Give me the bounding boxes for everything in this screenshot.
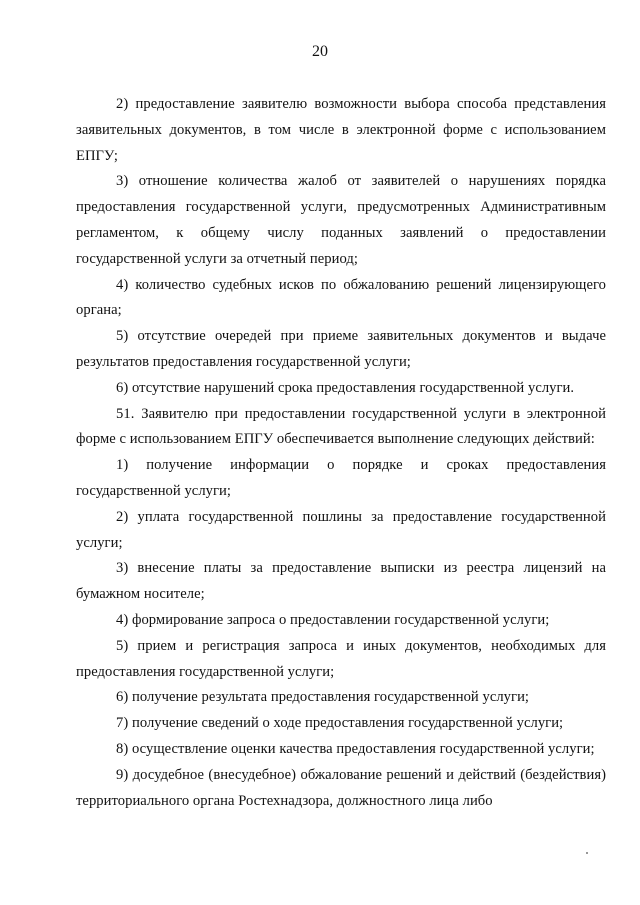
- paragraph-item-5-no-queues: 5) отсутствие очередей при приеме заявительных документов и выдаче результатов предоставления государственной услуги;: [76, 328, 606, 370]
- document-body: [76, 92, 606, 814]
- paragraph-item-6-no-deadline-violations: 6) отсутствие нарушений срока предоставления государственной услуги.: [116, 379, 575, 396]
- paragraph-item-4-court-claims: 4) количество судебных исков по обжалованию решений лицензирующего органа;: [76, 276, 606, 319]
- paragraph-section-51-intro: 51. Заявителю при предоставлении государственной услуги в электронной форме с использованием ЕПГУ обеспечивается выполнение следующих действий:: [76, 405, 606, 448]
- page-number: 20: [312, 43, 328, 60]
- paragraph-action-8-quality-evaluation: 8) осуществление оценки качества предоставления государственной услуги;: [116, 740, 595, 757]
- paragraph-action-3-pay-for-extract: 3) внесение платы за предоставление выписки из реестра лицензий на бумажном носителе;: [76, 560, 606, 603]
- paragraph-action-4-form-request: 4) формирование запроса о предоставлении государственной услуги;: [116, 611, 550, 628]
- paragraph-action-5-receive-register: 5) прием и регистрация запроса и иных документов, необходимых для предоставления государственной услуги;: [76, 637, 606, 680]
- paragraph-action-9-pretrial-appeal: 9) досудебное (внесудебное) обжалование решений и действий (бездействия) территориального органа Ростехнадзора, должностного лица либо: [76, 766, 606, 809]
- paragraph-item-2-choice-of-submission: 2) предоставление заявителю возможности выбора способа представления заявительных документов, в том числе в электронной форме с использованием ЕПГУ;: [76, 96, 606, 164]
- paragraph-action-2-pay-duty: 2) уплата государственной пошлины за предоставление государственной услуги;: [76, 508, 606, 551]
- paragraph-action-6-get-result: 6) получение результата предоставления государственной услуги;: [116, 689, 530, 706]
- paragraph-item-3-complaints-ratio: 3) отношение количества жалоб от заявителей о нарушениях порядка предоставления государственной услуги, предусмотренных Административным регламентом, к общему числу поданных заявлений о предоставлении государственной услуги за отчетный период;: [76, 173, 606, 267]
- paragraph-action-1-get-information: 1) получение информации о порядке и сроках предоставления государственной услуги;: [76, 457, 606, 499]
- paragraph-action-7-progress-info: 7) получение сведений о ходе предоставления государственной услуги;: [116, 715, 564, 732]
- scan-speck: [586, 852, 588, 854]
